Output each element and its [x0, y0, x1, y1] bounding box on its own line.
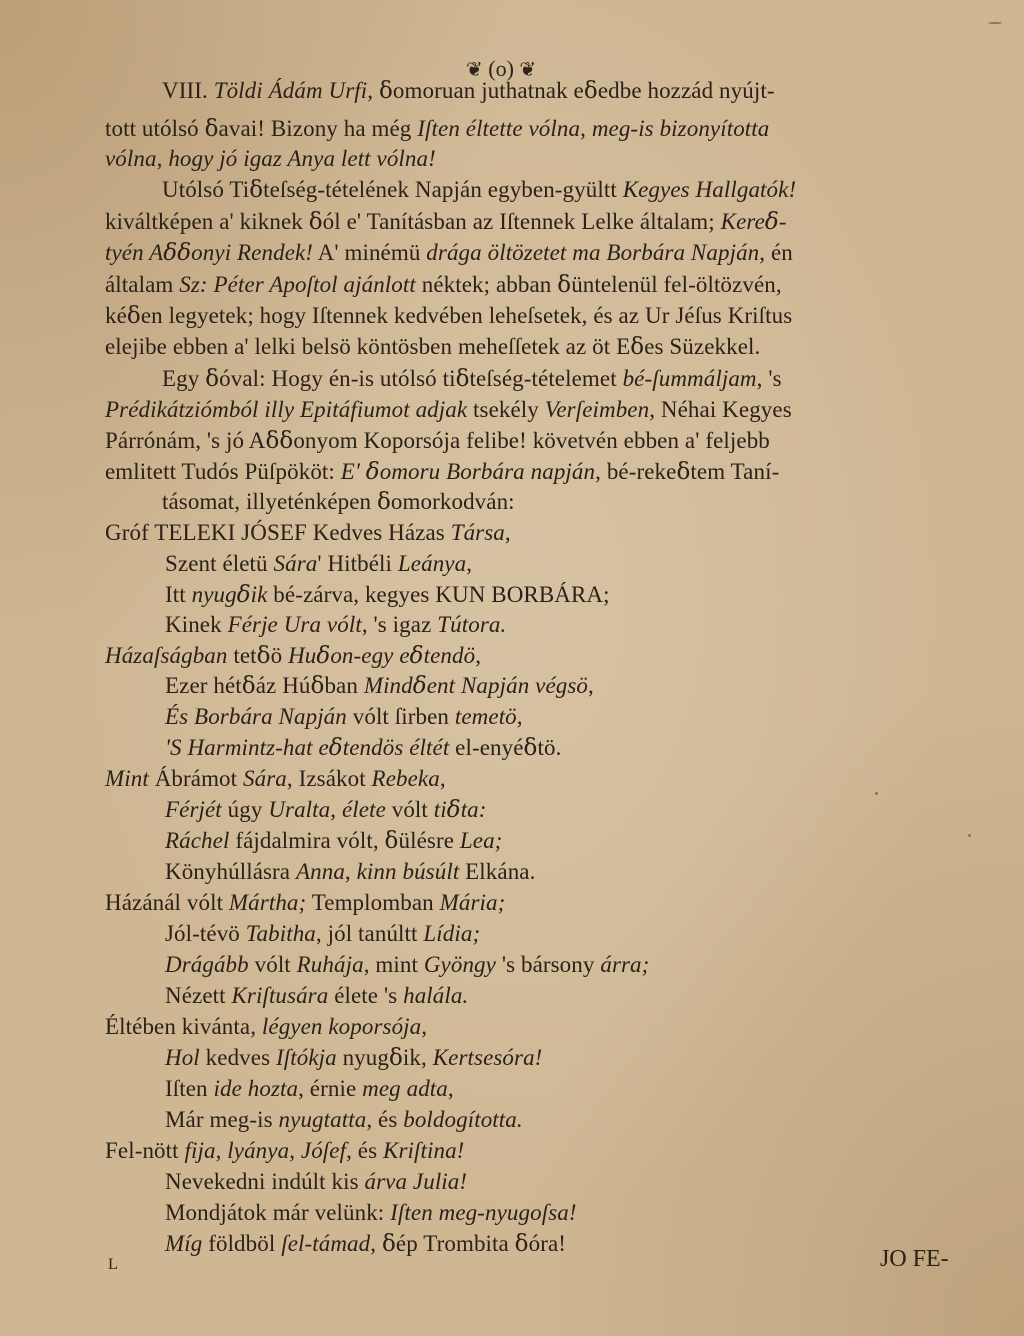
text-segment: Ábrámot [148, 766, 244, 791]
text-line [105, 641, 481, 671]
text-line [162, 76, 775, 106]
text-line [105, 270, 782, 300]
ink-speck [968, 834, 971, 837]
text-segment: , én [759, 240, 793, 265]
italic-text: Kriſtina! [383, 1138, 465, 1163]
italic-text: Drágább [165, 952, 249, 977]
text-line [165, 580, 610, 610]
italic-text: Sz: Péter Apoſtol ajánlott [179, 272, 416, 297]
italic-text: Prédikátziómból illy Epitáfiumot adjak [105, 397, 468, 422]
text-line [105, 457, 779, 487]
text-segment: Kinek [165, 612, 228, 637]
text-line [165, 1198, 577, 1228]
italic-text: Sára [273, 551, 318, 576]
text-segment: , [475, 643, 482, 668]
italic-text: lyánya [227, 1138, 290, 1163]
italic-text: Verſeimben [544, 397, 650, 422]
text-segment: Templomban [306, 890, 440, 915]
text-segment: , érnie [298, 1076, 363, 1101]
italic-text: Iſten meg-nyugoſsa! [390, 1200, 577, 1225]
text-segment: élete 's [328, 983, 404, 1008]
italic-text: Férjét [165, 797, 222, 822]
text-line [105, 332, 760, 362]
text-segment: , [580, 116, 592, 141]
italic-text: Míg [165, 1231, 203, 1256]
text-segment: , ẟomoruan juthatnak eẟedbe hozzád nyújt- [367, 78, 775, 103]
text-segment: kéẟen legyetek; hogy Iſtennek kedvében leheſsetek, és az Ur Jéſus Kriſtus [105, 303, 793, 328]
text-line [165, 549, 472, 579]
text-segment: , jól tanúltt [315, 921, 424, 946]
text-segment: Itt [165, 582, 192, 607]
text-segment: Éltében kivánta, [105, 1014, 262, 1039]
signature-mark: L [108, 1256, 118, 1273]
text-segment: Egy ẟóval: Hogy én-is utólsó tiẟteſség-tételemet [162, 366, 623, 391]
text-segment: , [156, 146, 169, 171]
italic-text: Mária; [439, 890, 506, 915]
text-segment: úgy [221, 797, 269, 822]
italic-text: Mártha; [228, 890, 307, 915]
text-segment: , [439, 766, 446, 791]
text-segment: tetẟö [227, 643, 289, 668]
text-segment: Könyhúllásra [165, 859, 296, 884]
text-segment: kiváltképen a' kiknek ẟól e' Tanításban az Iſtennek Lelke általam; [105, 209, 721, 234]
text-line [165, 1229, 566, 1259]
text-segment: , és [346, 1138, 384, 1163]
text-segment: A' minémü [313, 240, 427, 265]
text-segment: tásomat, illyeténképen ẟomorkodván: [162, 489, 515, 514]
italic-text: légyen koporsója [261, 1014, 422, 1039]
text-line [105, 238, 793, 268]
italic-text: Kertsesóra! [432, 1045, 543, 1070]
text-line [165, 1105, 523, 1135]
text-line [105, 395, 792, 425]
text-line [105, 207, 787, 237]
text-segment: , bé-rekeẟtem Taní- [595, 459, 780, 484]
text-segment: vólt ſirben [346, 704, 455, 729]
text-segment: Elkána. [459, 859, 536, 884]
text-segment: , [504, 520, 511, 545]
italic-text: árva Julia! [364, 1169, 468, 1194]
italic-text: Töldi Ádám Urfi [213, 78, 368, 103]
italic-text: ide hozta [213, 1076, 299, 1101]
text-segment: Jól-tévö [165, 921, 246, 946]
text-segment: Már meg-is [165, 1107, 279, 1132]
text-segment: Mondjátok már velünk: [165, 1200, 391, 1225]
text-segment: , Izsákot [286, 766, 372, 791]
italic-text: fija [184, 1138, 216, 1163]
text-segment: Nézett [165, 983, 232, 1008]
italic-text: ſel-támad [281, 1231, 371, 1256]
italic-text: Anna [295, 859, 345, 884]
text-segment: elejibe ebben a' lelki belsö köntösben meheſſetek az öt Eẟes Süzekkel. [105, 334, 761, 359]
italic-text: árra; [600, 952, 650, 977]
text-segment: , [330, 797, 342, 822]
text-segment: Párrónám, 's jó Aẟẟonyom Koporsója felibe! követvén ebben a' feljebb [105, 428, 770, 453]
italic-text: Iſtókja [275, 1045, 337, 1070]
italic-text: Mindẟent Napján végsö [363, 673, 589, 698]
text-segment: , [215, 1138, 228, 1163]
text-line [165, 857, 535, 887]
italic-text: vólna [105, 146, 157, 171]
text-segment: Szent életü [165, 551, 274, 576]
text-segment: tott utólsó ẟavai! Bizony ha még [105, 116, 418, 141]
text-line [165, 733, 561, 763]
text-line [162, 487, 515, 517]
text-line [105, 114, 769, 144]
text-segment: tsekély [467, 397, 545, 422]
italic-text: Jóſef [300, 1138, 347, 1163]
text-segment: , Néhai Kegyes [649, 397, 792, 422]
italic-text: meg-is bizonyította [591, 116, 770, 141]
italic-text: Tabitha [245, 921, 316, 946]
text-segment: 's bársony [495, 952, 601, 977]
italic-text: élete [341, 797, 386, 822]
text-segment: , [344, 859, 357, 884]
text-line [165, 826, 502, 856]
italic-text: nyugtatta [278, 1107, 367, 1132]
italic-text: Mint [105, 766, 149, 791]
text-segment: nyugẟik, [336, 1045, 433, 1070]
italic-text: Kereẟ- [720, 209, 787, 234]
text-segment: földböl [202, 1231, 282, 1256]
text-line [105, 764, 446, 794]
text-line [165, 610, 506, 640]
text-segment: emlitett Tudós Püſpököt: [105, 459, 341, 484]
italic-text: És Borbára Napján [165, 704, 347, 729]
italic-text: Ráchel [165, 828, 230, 853]
text-line [165, 1167, 467, 1197]
italic-text: Társa [450, 520, 505, 545]
text-segment: , és [366, 1107, 404, 1132]
italic-text: Uralta [268, 797, 331, 822]
text-segment: vólt [248, 952, 297, 977]
text-segment: Iſten [165, 1076, 214, 1101]
text-segment: bé-zárva, kegyes KUN BORBÁRA; [267, 582, 610, 607]
text-segment: kedves [199, 1045, 276, 1070]
text-line [105, 1136, 464, 1166]
text-segment: , mint [363, 952, 424, 977]
text-line [105, 144, 436, 174]
text-segment: Utólsó Tiẟteſség-tételének Napján egyben-gyültt [162, 177, 623, 202]
italic-text: tyén Aẟẟonyi Rendek! [105, 240, 314, 265]
ink-speck [875, 792, 878, 795]
right-ornament-icon: ❦ [519, 59, 537, 81]
italic-text: éltét [409, 735, 450, 760]
text-line [105, 518, 511, 548]
text-line [165, 795, 487, 825]
italic-text: Hol [165, 1045, 200, 1070]
italic-text: Lea; [459, 828, 503, 853]
italic-text: drága öltözetet ma Borbára Napján [426, 240, 760, 265]
text-segment: , [466, 551, 473, 576]
italic-text: Huẟon-egy eẟtendö [288, 643, 476, 668]
text-segment: , [289, 1138, 301, 1163]
italic-text: hogy jó igaz Anya lett vólna! [168, 146, 436, 171]
text-segment: VIII. [162, 78, 214, 103]
italic-text: Ruhája [296, 952, 364, 977]
text-line [165, 1043, 542, 1073]
italic-text: meg adta [362, 1076, 448, 1101]
italic-text: tiẟta: [433, 797, 487, 822]
text-segment: fájdalmira vólt, ẟülésre [229, 828, 460, 853]
text-segment: , [516, 704, 523, 729]
italic-text: Sára [243, 766, 287, 791]
text-segment: ' Hitbéli [317, 551, 398, 576]
text-line [165, 671, 594, 701]
text-segment: Házánál vólt [105, 890, 229, 915]
italic-text: temetö [454, 704, 517, 729]
text-segment: , [447, 1076, 454, 1101]
text-line [165, 950, 649, 980]
italic-text: boldogította. [403, 1107, 523, 1132]
text-line [162, 175, 796, 205]
text-segment: , ẟép Trombita ẟóra! [370, 1231, 567, 1256]
text-line [165, 702, 523, 732]
italic-text: 'S Harmintz-hat eẟtendös [165, 735, 404, 760]
italic-text: bé-ſummáljam [622, 366, 757, 391]
left-ornament-icon: ❦ [466, 59, 483, 81]
italic-text: Férje Ura vólt [227, 612, 362, 637]
text-segment: néktek; abban ẟüntelenül fel-öltözvén, [415, 272, 782, 297]
text-segment: Fel-nött [105, 1138, 185, 1163]
text-line [162, 364, 782, 394]
catchword: JO FE- [880, 1246, 949, 1272]
text-line [105, 301, 792, 331]
text-segment: általam [105, 272, 180, 297]
text-segment: Gróf TELEKI JÓSEF Kedves Házas [105, 520, 451, 545]
text-segment: Ezer hétẟáz Húẟban [165, 673, 364, 698]
italic-text: nyugẟik [191, 582, 268, 607]
italic-text: halála. [403, 983, 469, 1008]
italic-text: Gyöngy [423, 952, 496, 977]
text-line [165, 1074, 454, 1104]
italic-text: Lídia; [423, 921, 481, 946]
text-line [105, 426, 770, 456]
ink-speck [988, 22, 1002, 24]
italic-text: Leánya [397, 551, 467, 576]
italic-text: kinn búsúlt [356, 859, 460, 884]
text-segment: , 's [756, 366, 782, 391]
italic-text: Kriſtusára [231, 983, 329, 1008]
italic-text: Házaſságban [105, 643, 228, 668]
text-segment: , [588, 673, 594, 698]
text-segment: , 's igaz [361, 612, 438, 637]
italic-text: Tútora. [437, 612, 507, 637]
italic-text: Rebeka [371, 766, 440, 791]
italic-text: Kegyes Hallgatók! [622, 177, 797, 202]
text-segment: Nevekedni indúlt kis [165, 1169, 365, 1194]
text-line [105, 888, 505, 918]
italic-text: Iſten éltette vólna [417, 116, 581, 141]
text-segment: , [421, 1014, 428, 1039]
text-line [165, 919, 480, 949]
italic-text: E' ẟomoru Borbára napján [340, 459, 596, 484]
page-marker: (o) [488, 56, 514, 81]
text-segment: el-enyéẟtö. [449, 735, 562, 760]
text-segment: vólt [385, 797, 434, 822]
text-line [105, 1012, 427, 1042]
text-line [165, 981, 468, 1011]
